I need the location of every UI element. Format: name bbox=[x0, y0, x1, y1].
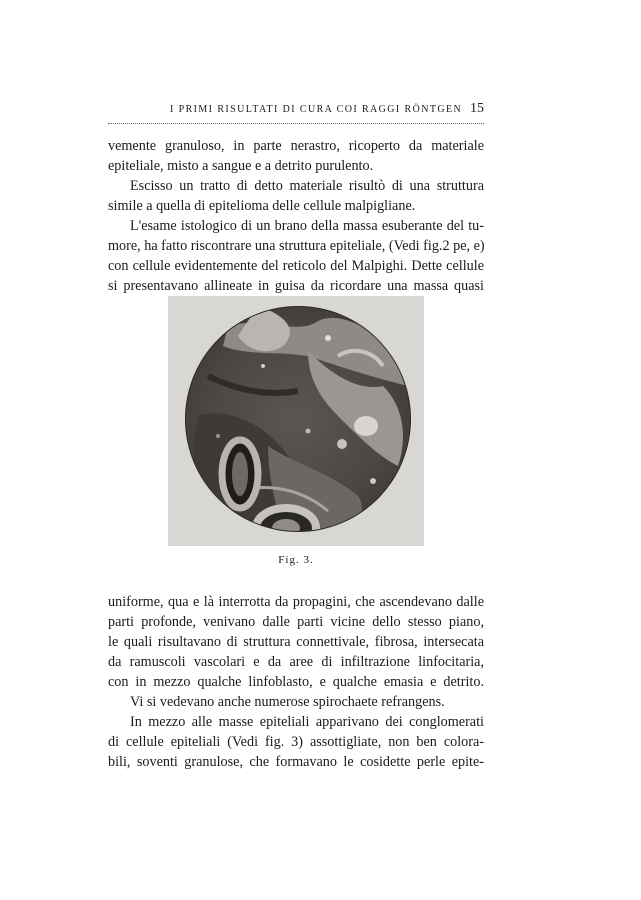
text-line: bili, soventi granulose, che formavano le cosidette perle epite- bbox=[108, 754, 484, 770]
figure-caption: Fig. 3. bbox=[278, 554, 314, 566]
page-number: 15 bbox=[470, 101, 484, 116]
text-line: L'esame istologico di un brano della massa esuberante del tu- bbox=[130, 218, 484, 234]
text-line: le quali risultavano di struttura connettivale, fibrosa, intersecata bbox=[108, 634, 484, 650]
text-line: Vi si vedevano anche numerose spirochaete refrangens. bbox=[130, 694, 445, 710]
text-line: da ramuscoli vascolari e da aree di infiltrazione linfocitaria, bbox=[108, 654, 484, 670]
text-line: Escisso un tratto di detto materiale risultò di una struttura bbox=[130, 178, 484, 194]
body-text-bottom bbox=[108, 592, 484, 772]
text-line: parti profonde, venivano dalle parti vicine dello stesso piano, bbox=[108, 614, 484, 630]
micrograph-figure bbox=[168, 296, 424, 546]
body-text-top bbox=[108, 136, 484, 296]
text-line: si presentavano allineate in guisa da ricordare una massa quasi bbox=[108, 278, 484, 294]
running-header bbox=[108, 101, 484, 121]
text-line: con cellule evidentemente del reticolo del Malpighi. Dette cellule bbox=[108, 258, 484, 274]
text-line: epiteliale, misto a sangue e a detrito purulento. bbox=[108, 158, 374, 174]
header-rule bbox=[108, 123, 484, 124]
text-line: simile a quella di epitelioma delle cellule malpigliane. bbox=[108, 198, 416, 214]
micrograph-image bbox=[168, 296, 424, 546]
running-title: I PRIMI RISULTATI DI CURA COI RAGGI RÖNTGEN bbox=[170, 104, 463, 115]
text-line: vemente granuloso, in parte nerastro, ricoperto da materiale bbox=[108, 138, 484, 154]
text-line: con in mezzo qualche linfoblasto, e qualche emasia e detrito. bbox=[108, 674, 484, 690]
text-line: In mezzo alle masse epiteliali apparivano dei conglomerati bbox=[130, 714, 484, 730]
text-line: more, ha fatto riscontrare una struttura epiteliale, (Vedi fig.2 pe, e) bbox=[108, 238, 485, 254]
text-line: uniforme, qua e là interrotta da propagini, che ascendevano dalle bbox=[108, 594, 484, 610]
text-line: di cellule epiteliali (Vedi fig. 3) assottigliate, non ben colora- bbox=[108, 734, 484, 750]
